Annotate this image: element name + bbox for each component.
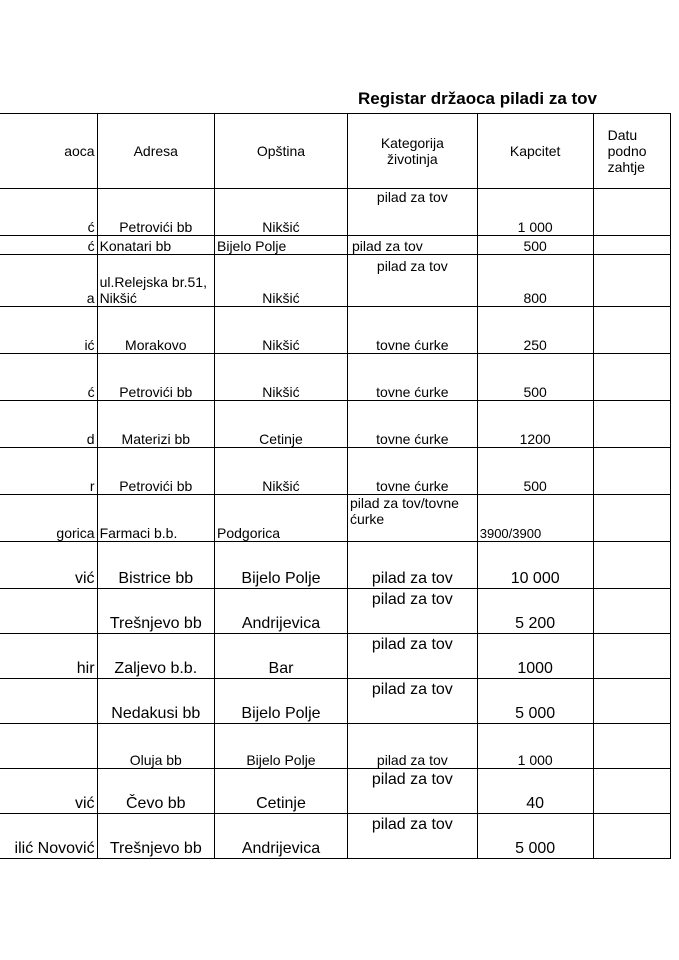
cell-capacity: 5 000 [477, 679, 593, 724]
cell-address: Čevo bb [97, 769, 214, 814]
cell-category: pilad za tov [347, 634, 477, 679]
cell-address: Morakovo [97, 307, 214, 354]
cell-address: Zaljevo b.b. [97, 634, 214, 679]
table-row [0, 589, 671, 634]
header-category: Kategorija životinja [347, 114, 477, 189]
cell-address: ul.Relejska br.51, Nikšić [97, 255, 214, 307]
table-row [0, 724, 671, 769]
cell-date [593, 679, 670, 724]
cell-date [593, 542, 670, 589]
cell-municipality: Cetinje [215, 769, 348, 814]
cell-address: Farmaci b.b. [97, 495, 214, 542]
cell-municipality: Nikšić [215, 448, 348, 495]
cell-capacity: 500 [477, 354, 593, 401]
cell-date [593, 769, 670, 814]
table-row [0, 679, 671, 724]
cell-capacity: 40 [477, 769, 593, 814]
table-row [0, 236, 671, 255]
cell-municipality: Nikšić [215, 189, 348, 236]
cell-capacity: 1 000 [477, 189, 593, 236]
cell-municipality: Andrijevica [215, 814, 348, 859]
cell-date [593, 589, 670, 634]
cell-address: Oluja bb [97, 724, 214, 769]
cell-name: gorica [0, 495, 97, 542]
cell-municipality: Nikšić [215, 255, 348, 307]
cell-category: tovne ćurke [347, 448, 477, 495]
header-date: Datu podno zahtje [593, 114, 670, 189]
cell-name: r [0, 448, 97, 495]
cell-name: vić [0, 542, 97, 589]
cell-address: Trešnjevo bb [97, 589, 214, 634]
cell-address: Nedakusi bb [97, 679, 214, 724]
header-address: Adresa [97, 114, 214, 189]
cell-category: pilad za tov [347, 189, 477, 236]
table-row [0, 542, 671, 589]
cell-address: Petrovići bb [97, 354, 214, 401]
cell-capacity: 1200 [477, 401, 593, 448]
table-row [0, 307, 671, 354]
cell-name: a [0, 255, 97, 307]
cell-municipality: Bijelo Polje [215, 724, 348, 769]
cell-category: tovne ćurke [347, 401, 477, 448]
cell-date [593, 495, 670, 542]
cell-capacity: 250 [477, 307, 593, 354]
table-row [0, 189, 671, 236]
cell-name: vić [0, 769, 97, 814]
cell-date [593, 814, 670, 859]
cell-category: pilad za tov [347, 236, 477, 255]
cell-municipality: Nikšić [215, 307, 348, 354]
cell-capacity: 1 000 [477, 724, 593, 769]
cell-municipality: Bijelo Polje [215, 236, 348, 255]
cell-category: tovne ćurke [347, 354, 477, 401]
cell-category: pilad za tov [347, 724, 477, 769]
cell-capacity: 500 [477, 236, 593, 255]
cell-municipality: Bijelo Polje [215, 679, 348, 724]
cell-municipality: Andrijevica [215, 589, 348, 634]
cell-municipality: Cetinje [215, 401, 348, 448]
cell-capacity: 10 000 [477, 542, 593, 589]
cell-name: ć [0, 236, 97, 255]
cell-category: pilad za tov [347, 255, 477, 307]
table-row [0, 634, 671, 679]
header-row [0, 114, 671, 189]
cell-address: Petrovići bb [97, 189, 214, 236]
cell-date [593, 236, 670, 255]
table-row [0, 495, 671, 542]
cell-name: ilić Novović [0, 814, 97, 859]
table-row [0, 354, 671, 401]
cell-capacity: 800 [477, 255, 593, 307]
cell-category: tovne ćurke [347, 307, 477, 354]
cell-name [0, 679, 97, 724]
cell-address: Bistrice bb [97, 542, 214, 589]
cell-capacity: 5 000 [477, 814, 593, 859]
cell-date [593, 189, 670, 236]
cell-address: Materizi bb [97, 401, 214, 448]
cell-date [593, 401, 670, 448]
cell-capacity: 1000 [477, 634, 593, 679]
table-row [0, 814, 671, 859]
cell-date [593, 354, 670, 401]
table-row [0, 401, 671, 448]
cell-category: pilad za tov [347, 589, 477, 634]
register-table [0, 113, 671, 859]
cell-date [593, 634, 670, 679]
header-municipality: Opština [215, 114, 348, 189]
cell-name: ć [0, 189, 97, 236]
cell-name [0, 724, 97, 769]
cell-date [593, 255, 670, 307]
cell-capacity: 5 200 [477, 589, 593, 634]
cell-date [593, 724, 670, 769]
cell-name [0, 589, 97, 634]
table-row [0, 448, 671, 495]
cell-name: ić [0, 307, 97, 354]
header-name: aoca [0, 114, 97, 189]
cell-municipality: Bijelo Polje [215, 542, 348, 589]
cell-name: hir [0, 634, 97, 679]
cell-municipality: Nikšić [215, 354, 348, 401]
cell-category: pilad za tov [347, 679, 477, 724]
cell-address: Trešnjevo bb [97, 814, 214, 859]
cell-address: Konatari bb [97, 236, 214, 255]
page-title: Registar držaoca piladi za tov [358, 89, 598, 108]
table-row [0, 769, 671, 814]
header-capacity: Kapcitet [477, 114, 593, 189]
cell-category: pilad za tov [347, 542, 477, 589]
cell-name: ć [0, 354, 97, 401]
cell-category: pilad za tov [347, 769, 477, 814]
cell-address: Petrovići bb [97, 448, 214, 495]
cell-capacity: 500 [477, 448, 593, 495]
cell-date [593, 307, 670, 354]
cell-name: d [0, 401, 97, 448]
cell-date [593, 448, 670, 495]
table-row [0, 255, 671, 307]
cell-category: pilad za tov/tovne ćurke [347, 495, 477, 542]
cell-municipality: Bar [215, 634, 348, 679]
cell-category: pilad za tov [347, 814, 477, 859]
cell-capacity: 3900/3900 [477, 495, 593, 542]
cell-municipality: Podgorica [215, 495, 348, 542]
